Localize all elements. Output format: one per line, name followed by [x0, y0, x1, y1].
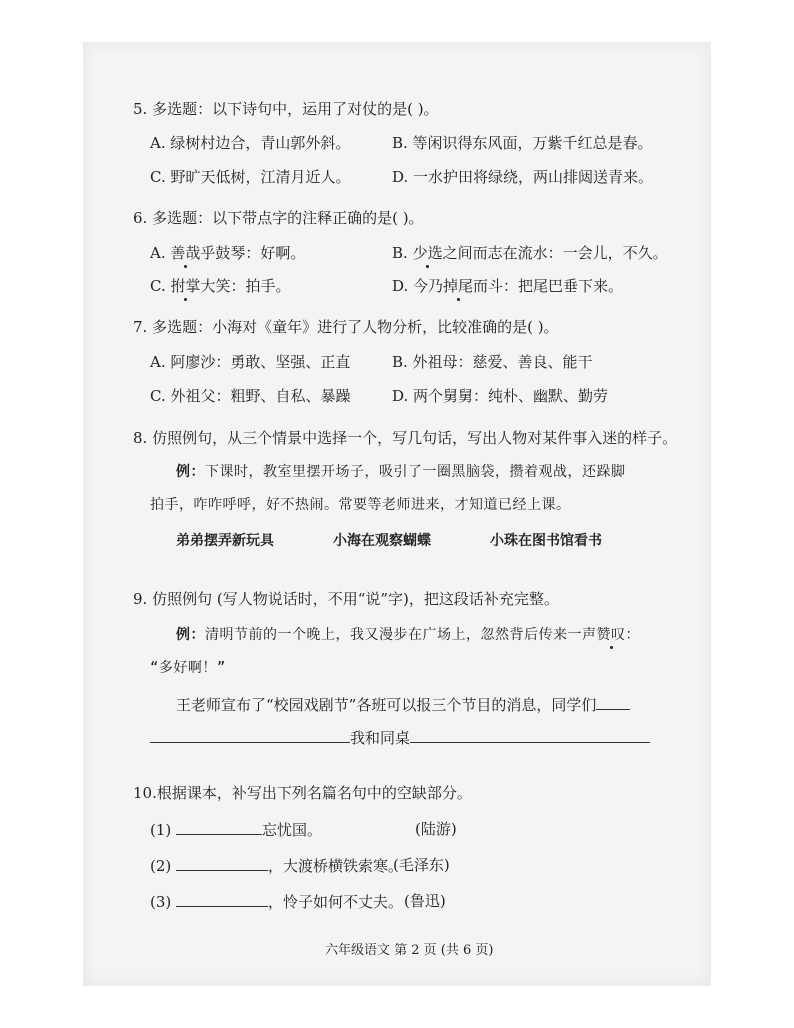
answer-blank[interactable]: [176, 856, 268, 871]
q9-example-line2: “多好啊！”: [150, 660, 226, 676]
q10-item-1: (1) 忘忧国。: [150, 821, 323, 839]
answer-blank[interactable]: [150, 728, 350, 743]
q6-option-a: A. 善哉乎鼓琴：好啊。: [150, 244, 306, 262]
q7-option-d: D. 两个舅舅：纯朴、幽默、勤劳: [392, 387, 609, 405]
q8-example-line2: 拍手，咋咋呼呼，好不热闹。常要等老师进来，才知道已经上课。: [150, 497, 571, 513]
q10-stem: 10.根据课本，补写出下列名篇名句中的空缺部分。: [133, 784, 472, 802]
q9-task-line: 王老师宣布了“校园戏剧节”各班可以报三个节目的消息，同学们: [176, 695, 630, 714]
q5-option-a: A. 绿树村边合，青山郭外斜。: [150, 134, 351, 152]
page-footer: 六年级语文 第 2 页 (共 6 页): [325, 943, 494, 958]
q7-option-b: B. 外祖母：慈爱、善良、能干: [392, 353, 593, 371]
dotted-word: 少选: [412, 244, 443, 262]
q8-choice-3: 小珠在图书馆看书: [490, 533, 602, 549]
q8-choice-2: 小海在观察蝴蝶: [333, 533, 431, 549]
q7-option-a: A. 阿廖沙：勇敢、坚强、正直: [150, 353, 351, 371]
dotted-word: 拊掌: [170, 277, 201, 295]
q8-example-line1: 例：下课时，教室里摆开场子，吸引了一圈黑脑袋，攒着观战，还跺脚: [176, 464, 626, 480]
q9-stem: 9. 仿照例句 (写人物说话时，不用“说”字)，把这段话补充完整。: [133, 590, 559, 608]
q6-stem: 6. 多选题：以下带点字的注释正确的是( )。: [133, 209, 424, 227]
q5-stem: 5. 多选题：以下诗句中，运用了对仗的是( )。: [133, 100, 439, 118]
q10-item-2: (2) ，大渡桥横铁索寒。: [150, 857, 404, 875]
q10-author-1: (陆游): [415, 820, 457, 838]
q7-stem: 7. 多选题：小海对《童年》进行了人物分析，比较准确的是( )。: [133, 318, 559, 336]
q10-item-3: (3) ，怜子如何不丈夫。: [150, 893, 404, 911]
q5-option-d: D. 一水护田将绿绕，两山排闼送青来。: [392, 168, 654, 186]
q6-option-c: C. 拊掌大笑：拍手。: [150, 277, 291, 295]
answer-blank[interactable]: [176, 892, 268, 907]
dotted-word: 善哉: [170, 244, 201, 262]
q7-option-c: C. 外祖父：粗野、自私、暴躁: [150, 387, 351, 405]
q5-option-b: B. 等闲识得东风面，万紫千红总是春。: [392, 134, 653, 152]
q10-author-2: (毛泽东): [393, 856, 450, 874]
answer-blank[interactable]: [176, 820, 262, 835]
q6-option-d: D. 今乃掉尾而斗：把尾巴垂下来。: [392, 277, 624, 295]
dotted-word: 掉尾: [443, 277, 474, 295]
answer-blank[interactable]: [410, 728, 650, 743]
q6-option-b: B. 少选之间而志在流水：一会儿，不久。: [392, 244, 668, 262]
q10-author-3: (鲁迅): [404, 892, 446, 910]
q5-option-c: C. 野旷天低树，江清月近人。: [150, 168, 351, 186]
example-label: 例：: [176, 464, 205, 480]
q8-choice-1: 弟弟摆弄新玩具: [176, 533, 274, 549]
q9-task-line2: 我和同桌: [150, 728, 650, 747]
example-label: 例：: [176, 627, 205, 643]
q8-stem: 8. 仿照例句，从三个情景中选择一个，写几句话，写出人物对某件事入迷的样子。: [133, 429, 678, 447]
q9-example-line1: 例：清明节前的一个晚上，我又漫步在广场上，忽然背后传来一声赞叹：: [176, 627, 640, 643]
dotted-word: 赞叹: [596, 627, 626, 643]
answer-blank[interactable]: [596, 695, 630, 710]
